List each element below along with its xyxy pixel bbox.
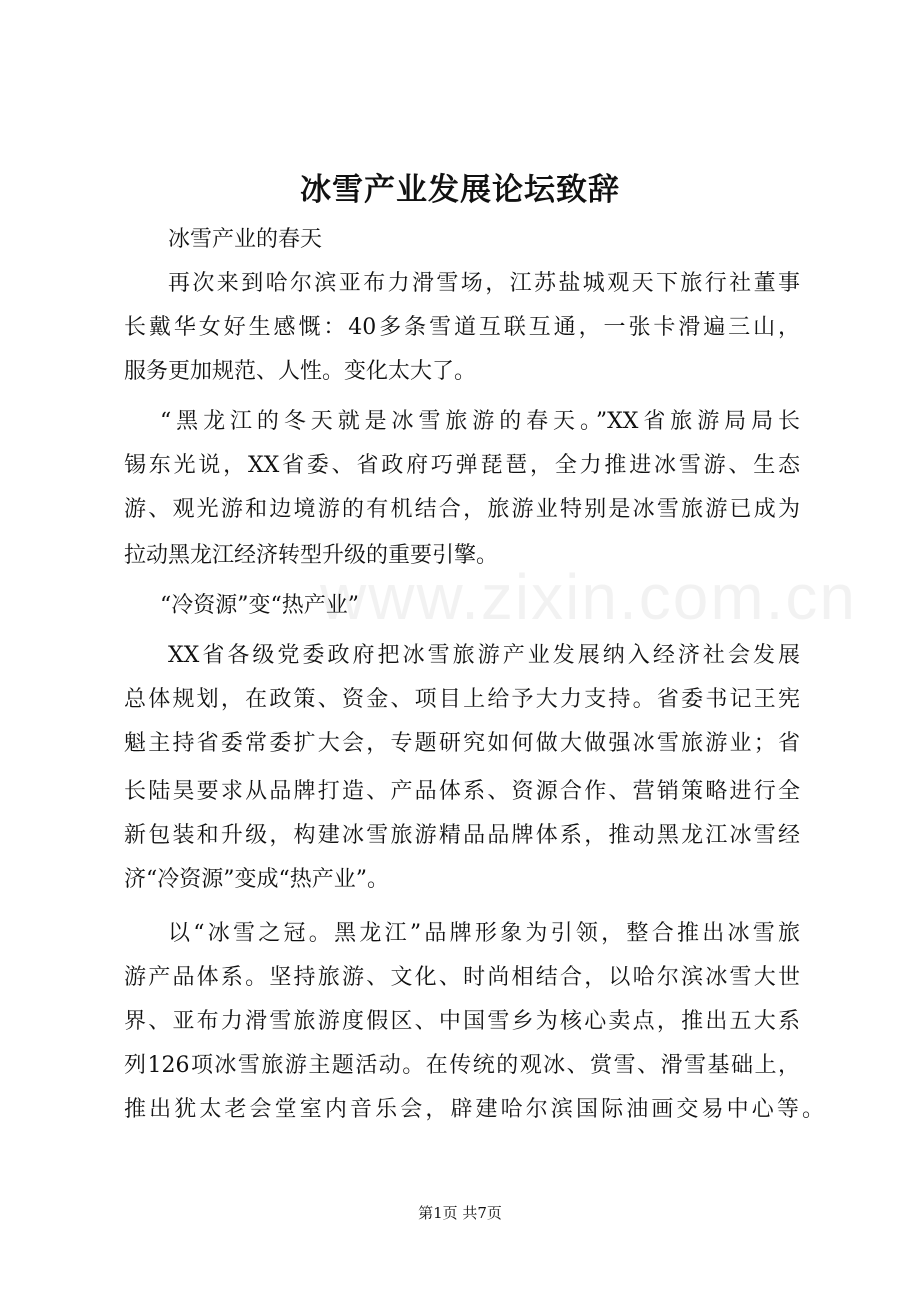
text-line: 服务更加规范、人性。变化太大了。 bbox=[124, 359, 477, 384]
text-line: 游、观光游和边境游的有机结合，旅游业特别是冰雪旅游已成为 bbox=[124, 497, 800, 522]
text-line: 锡东光说，XX省委、省政府巧弹琵琶，全力推进冰雪游、生态 bbox=[124, 453, 800, 478]
text-line: 以“冰雪之冠。黑龙江”品牌形象为引领，整合推出冰雪旅 bbox=[168, 921, 800, 946]
text-line: 推出犹太老会堂室内音乐会，辟建哈尔滨国际油画交易中心等。 bbox=[124, 1097, 824, 1122]
text-line: 魁主持省委常委扩大会，专题研究如何做大做强冰雪旅游业；省 bbox=[124, 731, 800, 756]
text-line: XX省各级党委政府把冰雪旅游产业发展纳入经济社会发展 bbox=[168, 643, 800, 668]
text-line: 济“冷资源”变成“热产业”。 bbox=[124, 867, 389, 892]
text-line: 总体规划，在政策、资金、项目上给予大力支持。省委书记王宪 bbox=[124, 687, 800, 712]
section-heading: “冷资源”变“热产业” bbox=[160, 593, 359, 618]
watermark: www.zixin.com.cn bbox=[320, 561, 857, 633]
document-title: 冰雪产业发展论坛致辞 bbox=[300, 172, 620, 208]
text-line: 再次来到哈尔滨亚布力滑雪场，江苏盐城观天下旅行社董事 bbox=[168, 271, 800, 296]
text-line: 长戴华女好生感慨：40多条雪道互联互通，一张卡滑遍三山， bbox=[124, 315, 800, 340]
section-heading: 冰雪产业的春天 bbox=[168, 227, 323, 252]
text-line: 游产品体系。坚持旅游、文化、时尚相结合，以哈尔滨冰雪大世 bbox=[124, 965, 800, 990]
text-line: 新包装和升级，构建冰雪旅游精品品牌体系，推动黑龙江冰雪经 bbox=[124, 823, 800, 848]
text-line: 列126项冰雪旅游主题活动。在传统的观冰、赏雪、滑雪基础上， bbox=[124, 1053, 800, 1078]
text-line: 长陆昊要求从品牌打造、产品体系、资源合作、营销策略进行全 bbox=[124, 779, 800, 804]
text-line: 界、亚布力滑雪旅游度假区、中国雪乡为核心卖点，推出五大系 bbox=[124, 1009, 800, 1034]
text-line: “黑龙江的冬天就是冰雪旅游的春天。”XX省旅游局局长 bbox=[160, 409, 800, 434]
page-number: 第1页 共7页 bbox=[418, 1204, 502, 1222]
text-line: 拉动黑龙江经济转型升级的重要引擎。 bbox=[124, 543, 499, 568]
